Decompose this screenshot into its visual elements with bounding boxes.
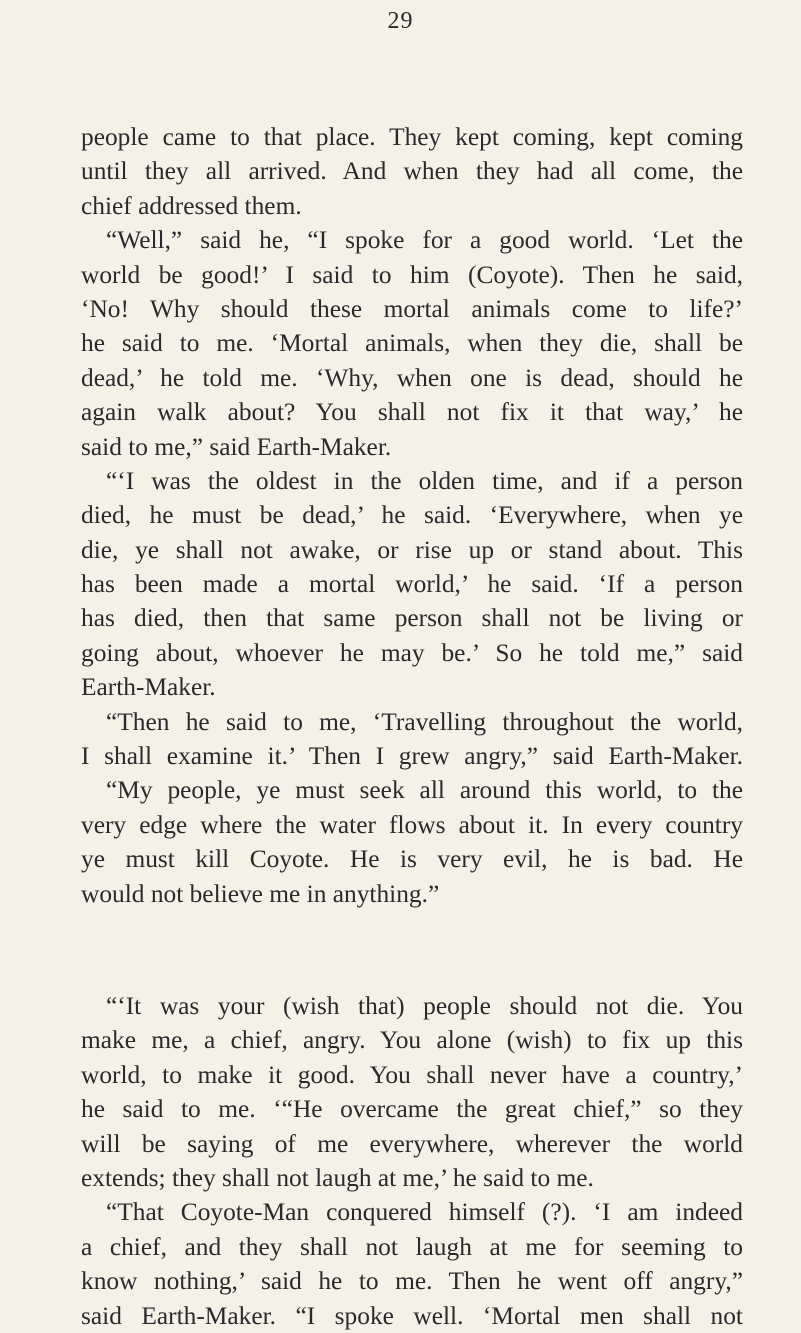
- text-line: “Well,” said he, “I spoke for a good world. ‘Let the: [106, 226, 743, 255]
- text-line: would not believe me in anything.”: [81, 879, 440, 908]
- text-line: said to me,” said Earth-Maker.: [81, 432, 392, 461]
- text-line: a chief, and they shall not laugh at me for seeming to: [81, 1232, 743, 1261]
- text-block-bottom: [81, 989, 743, 1333]
- text-line: has been made a mortal world,’ he said. ‘If a person: [81, 570, 743, 599]
- text-line: die, ye shall not awake, or rise up or stand about. This: [81, 535, 743, 564]
- text-line: ‘No! Why should these mortal animals come to life?’: [81, 294, 743, 323]
- text-block-top: [81, 120, 743, 911]
- text-line: “That Coyote-Man conquered himself (?). ‘I am indeed: [106, 1198, 743, 1227]
- text-line: ye must kill Coyote. He is very evil, he is bad. He: [81, 845, 743, 874]
- text-line: I shall examine it.’ Then I grew angry,” said Earth-Maker.: [81, 742, 743, 771]
- text-line: has died, then that same person shall not be living or: [81, 604, 743, 633]
- text-line: until they all arrived. And when they had all come, the: [81, 157, 743, 186]
- text-line: know nothing,’ said he to me. Then he went off angry,”: [81, 1267, 743, 1296]
- text-line: “My people, ye must seek all around this world, to the: [106, 776, 743, 805]
- text-line: “‘I was the oldest in the olden time, and if a person: [106, 466, 743, 495]
- text-line: died, he must be dead,’ he said. ‘Everywhere, when ye: [81, 501, 743, 530]
- text-line: world be good!’ I said to him (Coyote). Then he said,: [81, 260, 743, 289]
- text-line: dead,’ he told me. ‘Why, when one is dead, should he: [81, 363, 743, 392]
- page-number: 29: [387, 8, 414, 34]
- text-line: again walk about? You shall not fix it that way,’ he: [81, 398, 743, 427]
- text-line: going about, whoever he may be.’ So he told me,” said: [81, 638, 743, 667]
- text-line: “‘It was your (wish that) people should not die. You: [106, 992, 743, 1020]
- text-line: said Earth-Maker. “I spoke well. ‘Mortal men shall not: [81, 1301, 743, 1330]
- text-line: chief addressed them.: [81, 191, 302, 220]
- text-line: make me, a chief, angry. You alone (wish) to fix up this: [81, 1026, 743, 1055]
- text-line: “Then he said to me, ‘Travelling throughout the world,: [106, 707, 743, 736]
- text-line: he said to me. ‘Mortal animals, when they die, shall be: [81, 329, 743, 358]
- text-line: very edge where the water flows about it. In every country: [81, 810, 743, 839]
- text-line: Earth-Maker.: [81, 673, 216, 702]
- text-line: he said to me. ‘“He overcame the great chief,” so they: [81, 1095, 743, 1124]
- text-line: will be saying of me everywhere, wherever the world: [81, 1129, 743, 1158]
- text-line: extends; they shall not laugh at me,’ he said to me.: [81, 1163, 594, 1192]
- text-line: people came to that place. They kept coming, kept coming: [81, 123, 743, 151]
- text-line: world, to make it good. You shall never have a country,’: [81, 1060, 743, 1089]
